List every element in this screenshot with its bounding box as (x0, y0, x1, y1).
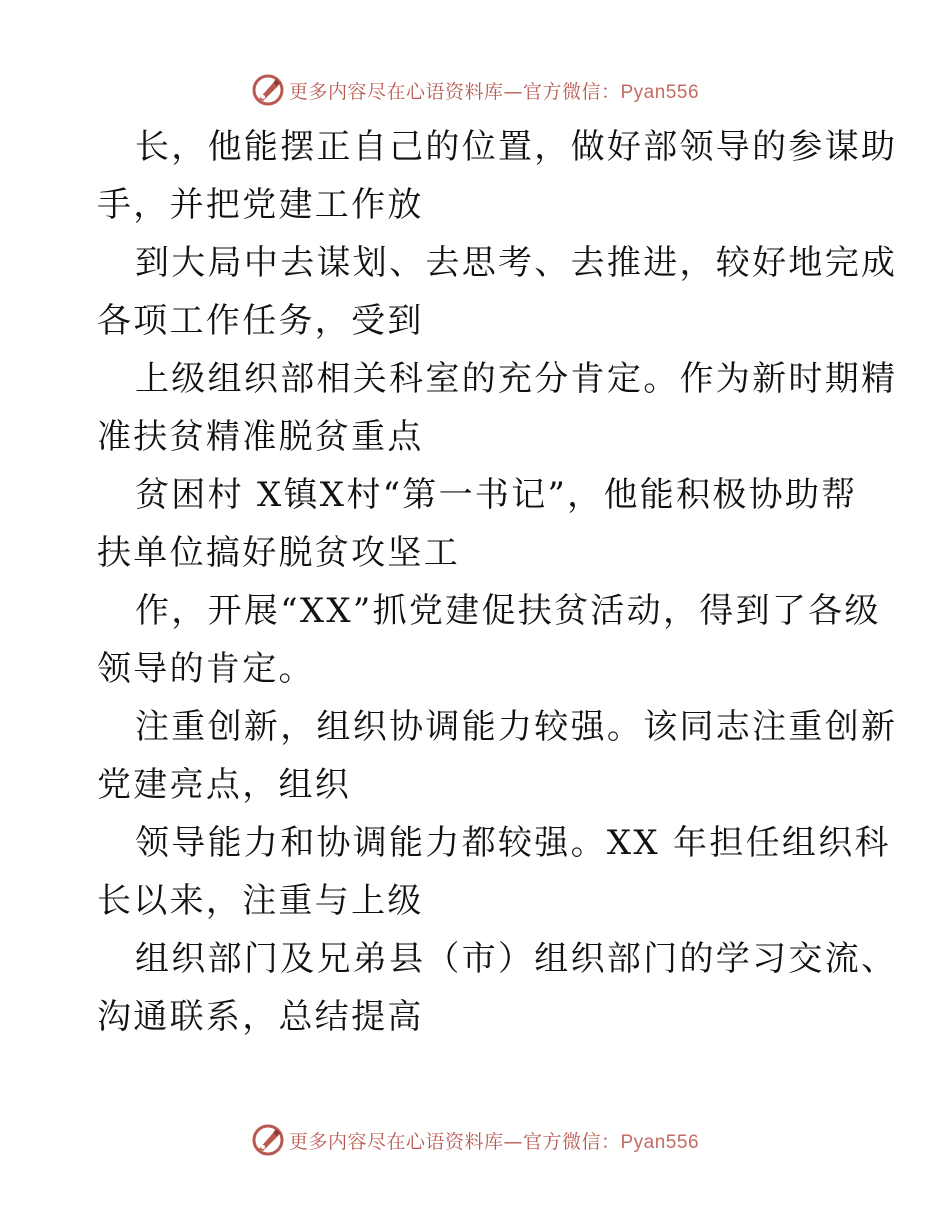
body-line: 扶单位搞好脱贫攻坚工 (97, 533, 460, 573)
body-line: 领导的肯定。 (97, 649, 315, 689)
pen-logo-icon (251, 1123, 285, 1157)
body-line: 长以来，注重与上级 (97, 881, 424, 921)
body-line: 组织部门及兄弟县（市）组织部门的学习交流、 (135, 939, 898, 979)
watermark-label: 更多内容尽在心语资料库—官方微信： (288, 80, 621, 103)
body-line: 手，并把党建工作放 (97, 185, 424, 225)
watermark-text (289, 1127, 699, 1154)
header-watermark (0, 70, 950, 110)
watermark-wechat-id: Pyan556 (620, 1131, 700, 1153)
body-line: 各项工作任务，受到 (97, 301, 424, 341)
body-line: 上级组织部相关科室的充分肯定。作为新时期精 (135, 359, 898, 399)
watermark-text (289, 77, 699, 104)
pen-logo-icon (251, 73, 285, 107)
footer-watermark (0, 1120, 950, 1160)
body-line: 党建亮点，组织 (97, 765, 352, 805)
body-line: 准扶贫精准脱贫重点 (97, 417, 424, 457)
body-line: 沟通联系，总结提高 (97, 997, 424, 1037)
body-line: 长，他能摆正自己的位置，做好部领导的参谋助 (135, 127, 898, 167)
body-line: 作，开展“XX”抓党建促扶贫活动，得到了各级 (135, 591, 881, 631)
body-line: 注重创新，组织协调能力较强。该同志注重创新 (135, 707, 898, 747)
body-line: 到大局中去谋划、去思考、去推进，较好地完成 (135, 243, 898, 283)
watermark-label: 更多内容尽在心语资料库—官方微信： (288, 1130, 621, 1153)
body-line: 贫困村 X镇X村“第一书记”，他能积极协助帮 (135, 475, 858, 515)
body-line: 领导能力和协调能力都较强。XX 年担任组织科 (135, 823, 891, 863)
watermark-wechat-id: Pyan556 (620, 81, 700, 103)
document-body (97, 118, 898, 1046)
